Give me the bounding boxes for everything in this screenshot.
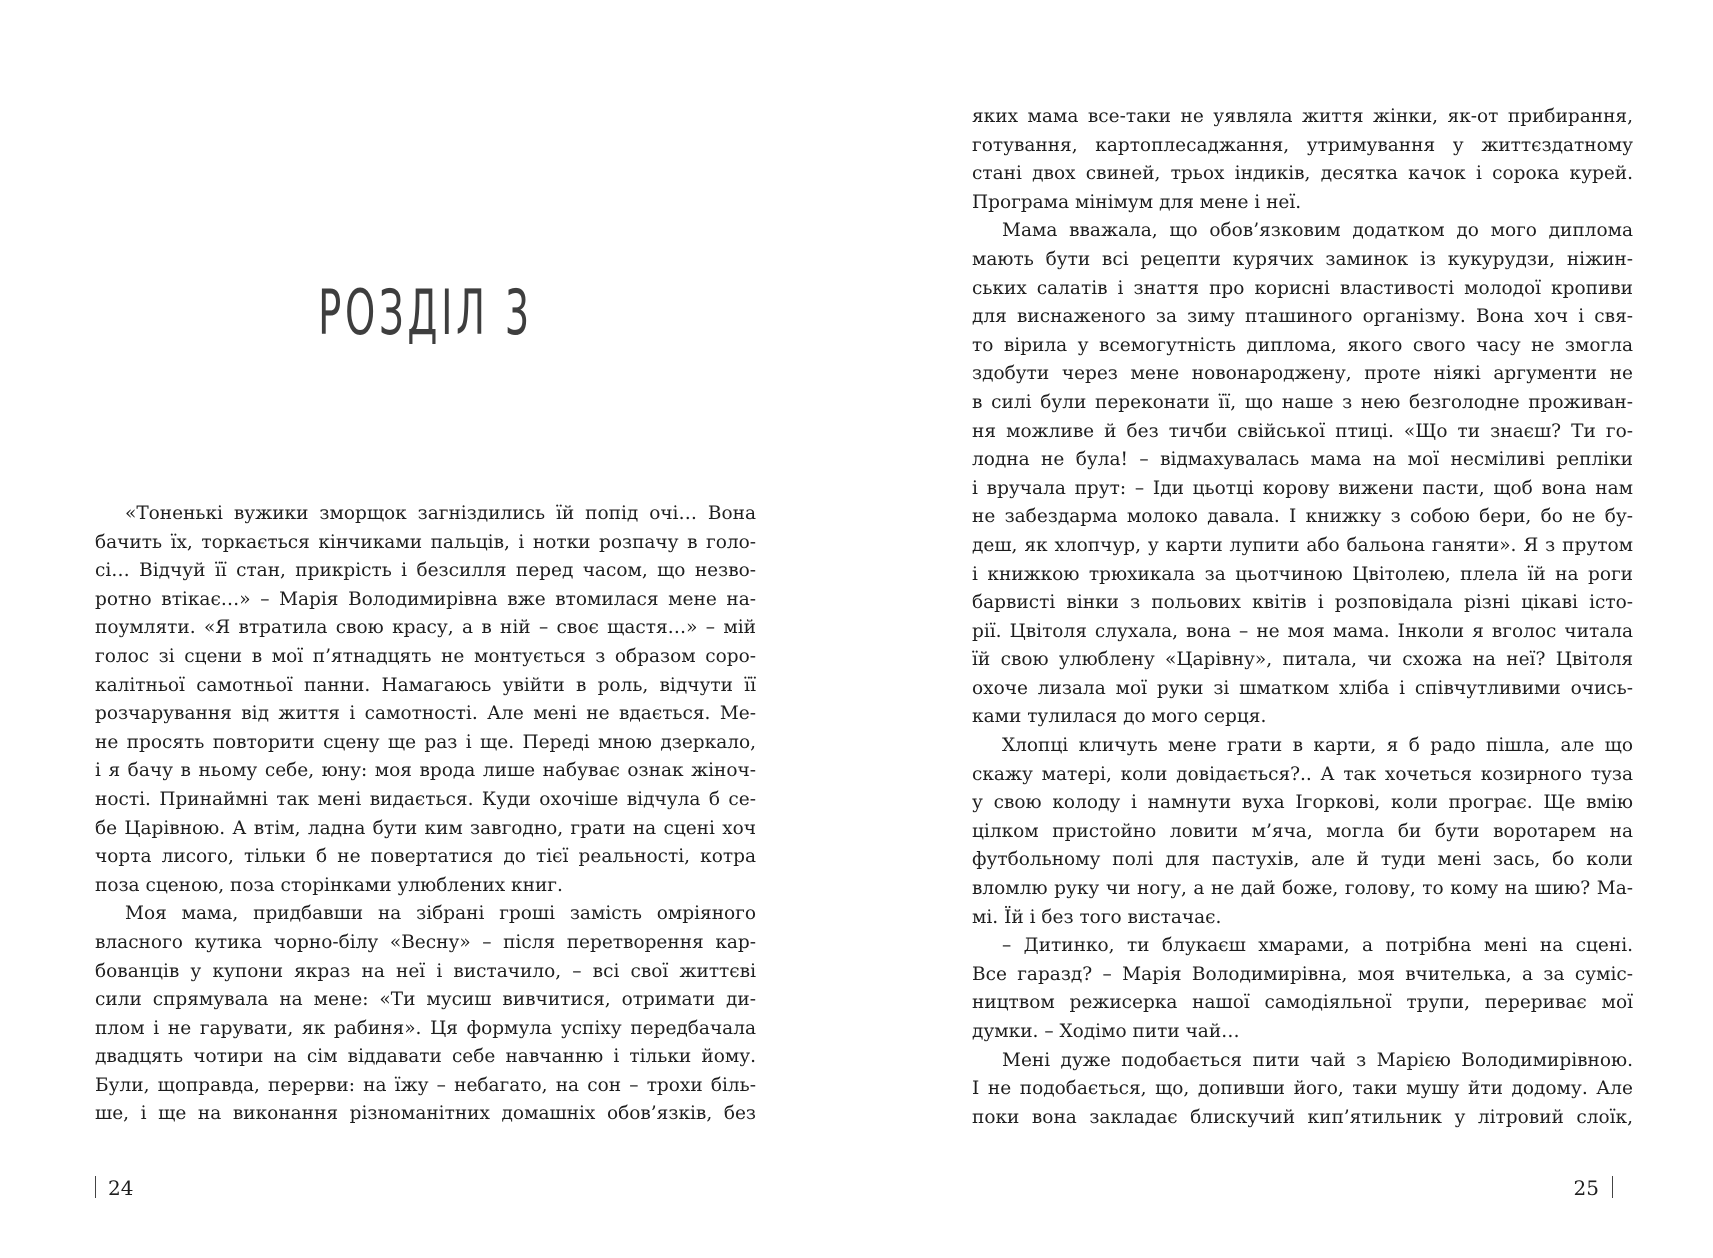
text-line: думки. – Ходімо пити чай… <box>972 1021 1240 1042</box>
text-line: барвисті вінки з польових квітів і розповідала різні цікаві істо- <box>972 592 1633 614</box>
text-line: деш, як хлопчур, у карти лупити або бальона ганяти». Я з прутом <box>972 534 1633 556</box>
text-line: «Тоненькі вужики зморщок загніздились їй попід очі… Вона <box>125 503 756 524</box>
text-line: бе Царівною. А втім, ладна бути ким завгодно, грати на сцені хоч <box>95 817 756 839</box>
chapter-heading: РОЗДІЛ 3 <box>318 276 533 349</box>
page-number-rule <box>95 1176 96 1198</box>
text-line: бованців у купони якраз на неї і вистачило, – всі свої життєві <box>95 960 756 982</box>
page-number: 25 <box>1573 1176 1599 1200</box>
page-number-rule <box>1612 1176 1613 1198</box>
text-line: для виснаженого за зиму пташиного організму. Вона хоч і свя- <box>972 306 1633 328</box>
text-line: мі. Їй і без того вистачає. <box>972 906 1222 928</box>
text-line: поки вона закладає блискучий кип’ятильник у літровий слоїк, <box>972 1106 1633 1128</box>
text-line: стані двох свиней, трьох індиків, десятка качок і сорока курей. <box>972 163 1633 185</box>
text-line: ництвом режисерка нашої самодіяльної трупи, перериває мої <box>972 992 1633 1014</box>
text-line: у свою колоду і намнути вуха Ігоркові, коли програє. Ще вмію <box>972 792 1633 814</box>
text-line: їй свою улюблену «Царівну», питала, чи схожа на неї? Цвітоля <box>972 649 1633 671</box>
text-line: поумляти. «Я втратила свою красу, а в ній – своє щастя…» – мій <box>95 617 756 639</box>
text-line: власного кутика чорно-білу «Весну» – після перетворення кар- <box>95 931 756 953</box>
text-line: ських салатів і знаття про корисні властивості молодої кропиви <box>972 277 1633 299</box>
text-line: готування, картоплесаджання, утримування у життєздатному <box>972 134 1633 156</box>
text-line: розчарування від життя і самотності. Але мені не вдається. Ме- <box>95 703 756 725</box>
left-page <box>0 0 856 1258</box>
text-line: скажу матері, коли довідається?.. А так хочеться козирного туза <box>972 763 1633 785</box>
text-line: сили спрямувала на мене: «Ти мусиш вивчитися, отримати ди- <box>95 989 756 1011</box>
text-line: здобути через мене новонароджену, проте ніякі аргументи не <box>972 363 1633 385</box>
text-line: двадцять чотири на сім віддавати себе навчанню і тільки йому. <box>95 1046 756 1068</box>
text-line: футбольному полі для пастухів, але й туди мені зась, бо коли <box>972 849 1633 871</box>
text-line: Хлопці кличуть мене грати в карти, я б радо пішла, але що <box>1002 735 1633 757</box>
text-line: сі… Відчуй її стан, прикрість і безсилля перед часом, що незво- <box>95 560 756 582</box>
text-line: лодна не була! – відмахувалась мама на мої несміливі репліки <box>972 449 1633 471</box>
text-line: чорта лисого, тільки б не повертатися до тієї реальності, котра <box>95 846 756 868</box>
text-line: Мені дуже подобається пити чай з Марією Володимирівною. <box>1002 1049 1633 1071</box>
text-line: мають бути всі рецепти курячих заминок із кукурудзи, ніжин- <box>972 248 1633 270</box>
text-line: не забездарма молоко давала. І книжку з собою бери, бо не бу- <box>972 506 1633 528</box>
text-line: ротно втікає…» – Марія Володимирівна вже втомилася мене на- <box>95 588 756 610</box>
text-line: Мама вважала, що обов’язковим додатком до мого диплома <box>1002 220 1633 242</box>
text-line: і я бачу в ньому себе, юну: моя врода лише набуває ознак жіноч- <box>95 760 756 782</box>
text-line: і вручала прут: – Іди цьотці корову вижени пасти, щоб вона нам <box>972 477 1633 499</box>
text-line: плом і не гарувати, як рабиня». Ця формула успіху передбачала <box>95 1017 756 1039</box>
text-line: – Дитинко, ти блукаєш хмарами, а потрібна мені на сцені. <box>1002 935 1633 957</box>
text-line: не просять повторити сцену ще раз і ще. Переді мною дзеркало, <box>95 731 756 753</box>
text-line: то вірила у всемогутність диплома, якого свого часу не змогла <box>972 334 1633 356</box>
right-page-text <box>972 103 1633 1132</box>
text-line: рії. Цвітоля слухала, вона – не моя мама. Інколи я вголос читала <box>972 620 1633 642</box>
text-line: Програма мінімум для мене і неї. <box>972 191 1302 213</box>
text-line: в силі були переконати її, що наше з нею безголодне проживан- <box>972 391 1633 413</box>
text-line: калітньої самотньої панни. Намагаюсь увійти в роль, відчути її <box>95 674 756 696</box>
text-line: Моя мама, придбавши на зібрані гроші замість омріяного <box>125 903 756 925</box>
right-page <box>857 0 1713 1258</box>
text-line: охоче лизала мої руки зі шматком хліба і співчутливими очись- <box>972 677 1633 699</box>
left-page-text <box>95 500 756 1129</box>
text-line: яких мама все-таки не уявляла життя жінки, як-от прибирання, <box>972 106 1633 127</box>
page-number: 24 <box>108 1176 134 1200</box>
text-line: Були, щоправда, перерви: на їжу – небагато, на сон – трохи біль- <box>95 1074 756 1096</box>
text-line: цілком пристойно ловити м’яча, могла би бути воротарем на <box>972 820 1633 842</box>
text-line: ня можливе й без тичби свійської птиці. «Що ти знаєш? Ти го- <box>972 420 1633 442</box>
text-line: Все гаразд? – Марія Володимирівна, моя вчителька, а за суміс- <box>972 963 1633 985</box>
text-line: поза сценою, поза сторінками улюблених книг. <box>95 874 563 896</box>
text-line: вломлю руку чи ногу, а не дай боже, голову, то кому на шию? Ма- <box>972 878 1633 900</box>
text-line: ше, і ще на виконання різноманітних домашніх обов’язків, без <box>95 1103 756 1125</box>
text-line: ності. Принаймні так мені видається. Куди охочіше відчула б се- <box>95 788 756 810</box>
text-line: бачить їх, торкається кінчиками пальців, і нотки розпачу в голо- <box>95 531 756 553</box>
text-line: ками тулилася до мого серця. <box>972 706 1267 728</box>
text-line: і книжкою трюхикала за цьотчиною Цвітолею, плела їй на роги <box>972 563 1633 585</box>
text-line: І не подобається, що, допивши його, таки мушу йти додому. Але <box>972 1078 1633 1100</box>
text-line: голос зі сцени в мої п’ятнадцять не монтується з образом соро- <box>95 645 756 667</box>
